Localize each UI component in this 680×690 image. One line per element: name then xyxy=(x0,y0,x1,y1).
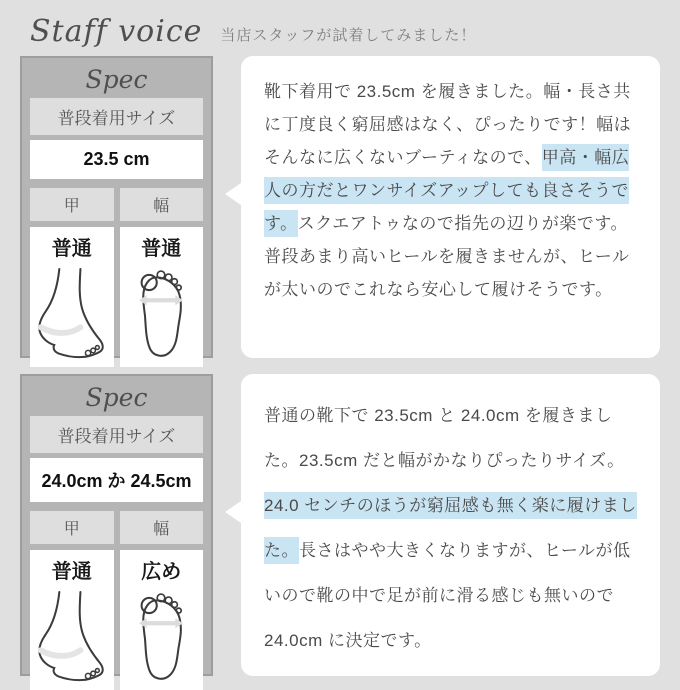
spec-card-2 xyxy=(20,374,213,676)
width-column xyxy=(120,188,204,367)
usual-size-value: 23.5 cm xyxy=(30,140,203,179)
usual-size-value: 24.0cm か 24.5cm xyxy=(30,458,203,502)
review-text: 靴下着用で 23.5cm を履きました。幅・長さ共に丁度良く窮屈感はなく、ぴったりです！幅はそんなに広くないブーティなので、 xyxy=(264,82,632,167)
usual-size-label: 普段着用サイズ xyxy=(30,98,203,135)
staff-review-section-2 xyxy=(20,374,660,676)
width-value: 普通 xyxy=(141,238,182,260)
instep-header: 甲 xyxy=(30,511,114,544)
instep-cell xyxy=(30,227,114,367)
instep-cell xyxy=(30,550,114,690)
review-text: 普通の靴下で 23.5cm と 24.0cm を履きました。23.5cm だと幅がかなりぴったりサイズ。 xyxy=(264,406,625,470)
width-cell xyxy=(120,227,204,367)
review-highlighted-text: 甲高・幅広人の方だとワンサイズアップしても良さそうです。 xyxy=(264,144,629,237)
review-highlighted-text: 24.0 センチのほうが窮屈感も無く楽に履けました。 xyxy=(264,492,637,564)
width-header: 幅 xyxy=(120,511,204,544)
review-bubble-1 xyxy=(241,56,660,358)
instep-value: 普通 xyxy=(51,561,92,583)
spec-columns xyxy=(30,511,203,690)
width-column xyxy=(120,511,204,690)
width-header: 幅 xyxy=(120,188,204,221)
spec-title: Spec xyxy=(85,65,148,94)
instep-header: 甲 xyxy=(30,188,114,221)
instep-value: 普通 xyxy=(51,238,92,260)
spec-columns xyxy=(30,188,203,367)
staff-voice-subtitle: 当店スタッフが試着してみました！ xyxy=(220,26,477,44)
staff-voice-header xyxy=(0,0,680,56)
content-area xyxy=(0,56,680,676)
staff-voice-title: Staff voice xyxy=(30,13,203,49)
review-text: 長さはやや大きくなりますが、ヒールが低いので靴の中で足が前に滑る感じも無いので 24.0cm に決定です。 xyxy=(264,541,631,650)
foot-sole-icon xyxy=(123,586,199,690)
instep-column xyxy=(30,511,114,690)
foot-side-icon xyxy=(34,586,110,690)
usual-size-label: 普段着用サイズ xyxy=(30,416,203,453)
staff-review-section-1 xyxy=(20,56,660,358)
instep-column xyxy=(30,188,114,367)
foot-sole-icon xyxy=(123,263,199,367)
spec-title: Spec xyxy=(85,383,148,412)
width-value: 広め xyxy=(141,561,182,583)
review-bubble-2 xyxy=(241,374,660,676)
review-text: スクエアトゥなので指先の辺りが楽です。普段あまり高いヒールを履きませんが、ヒールが太いのでこれなら安心して履けそうです。 xyxy=(264,214,630,299)
width-cell xyxy=(120,550,204,690)
spec-card-1 xyxy=(20,56,213,358)
foot-side-icon xyxy=(34,263,110,367)
